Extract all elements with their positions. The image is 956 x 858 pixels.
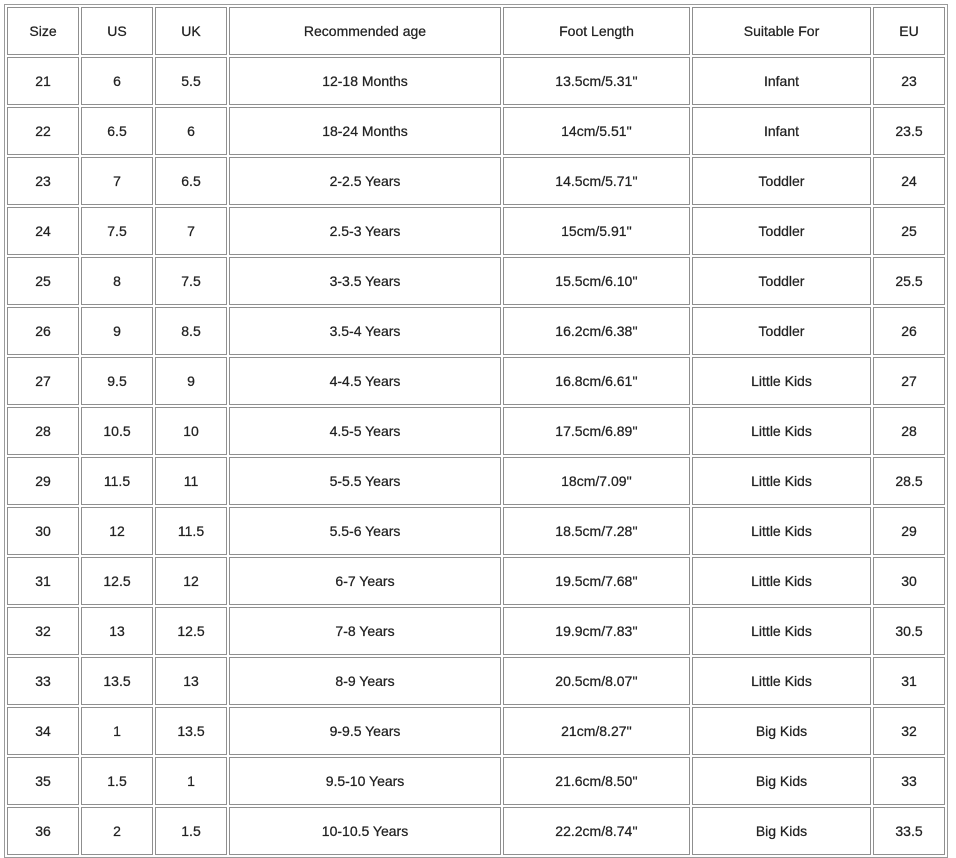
cell-recommended-age: 4.5-5 Years	[229, 407, 501, 455]
cell-foot-length: 17.5cm/6.89''	[503, 407, 690, 455]
cell-foot-length: 16.8cm/6.61''	[503, 357, 690, 405]
cell-uk: 13.5	[155, 707, 227, 755]
size-chart-table	[4, 4, 948, 858]
table-body	[7, 57, 945, 855]
cell-us: 7	[81, 157, 153, 205]
cell-eu: 23.5	[873, 107, 945, 155]
cell-foot-length: 13.5cm/5.31''	[503, 57, 690, 105]
cell-recommended-age: 2-2.5 Years	[229, 157, 501, 205]
cell-suitable-for: Little Kids	[692, 457, 871, 505]
table-row	[7, 407, 945, 455]
cell-recommended-age: 9-9.5 Years	[229, 707, 501, 755]
cell-us: 6.5	[81, 107, 153, 155]
cell-eu: 29	[873, 507, 945, 555]
cell-recommended-age: 12-18 Months	[229, 57, 501, 105]
cell-us: 2	[81, 807, 153, 855]
cell-us: 6	[81, 57, 153, 105]
cell-suitable-for: Toddler	[692, 207, 871, 255]
table-row	[7, 207, 945, 255]
cell-foot-length: 20.5cm/8.07''	[503, 657, 690, 705]
cell-uk: 9	[155, 357, 227, 405]
cell-recommended-age: 18-24 Months	[229, 107, 501, 155]
cell-us: 7.5	[81, 207, 153, 255]
cell-size: 33	[7, 657, 79, 705]
cell-recommended-age: 3.5-4 Years	[229, 307, 501, 355]
header-suitable-for: Suitable For	[692, 7, 871, 55]
cell-foot-length: 18cm/7.09''	[503, 457, 690, 505]
cell-size: 21	[7, 57, 79, 105]
table-row	[7, 457, 945, 505]
cell-recommended-age: 5-5.5 Years	[229, 457, 501, 505]
cell-eu: 31	[873, 657, 945, 705]
cell-uk: 1.5	[155, 807, 227, 855]
cell-foot-length: 22.2cm/8.74''	[503, 807, 690, 855]
cell-uk: 8.5	[155, 307, 227, 355]
table-row	[7, 507, 945, 555]
cell-uk: 13	[155, 657, 227, 705]
cell-eu: 26	[873, 307, 945, 355]
cell-uk: 1	[155, 757, 227, 805]
cell-suitable-for: Big Kids	[692, 807, 871, 855]
cell-eu: 25.5	[873, 257, 945, 305]
cell-us: 9.5	[81, 357, 153, 405]
cell-uk: 12.5	[155, 607, 227, 655]
header-row	[7, 7, 945, 55]
cell-us: 8	[81, 257, 153, 305]
cell-size: 28	[7, 407, 79, 455]
cell-eu: 25	[873, 207, 945, 255]
table-row	[7, 607, 945, 655]
cell-foot-length: 15.5cm/6.10''	[503, 257, 690, 305]
header-foot-length: Foot Length	[503, 7, 690, 55]
cell-suitable-for: Little Kids	[692, 507, 871, 555]
cell-size: 23	[7, 157, 79, 205]
cell-us: 13.5	[81, 657, 153, 705]
cell-recommended-age: 3-3.5 Years	[229, 257, 501, 305]
cell-size: 26	[7, 307, 79, 355]
cell-eu: 32	[873, 707, 945, 755]
cell-size: 29	[7, 457, 79, 505]
cell-uk: 5.5	[155, 57, 227, 105]
cell-uk: 10	[155, 407, 227, 455]
cell-suitable-for: Infant	[692, 107, 871, 155]
cell-size: 27	[7, 357, 79, 405]
header-size: Size	[7, 7, 79, 55]
cell-eu: 33	[873, 757, 945, 805]
cell-foot-length: 16.2cm/6.38''	[503, 307, 690, 355]
cell-size: 25	[7, 257, 79, 305]
table-row	[7, 657, 945, 705]
cell-uk: 6	[155, 107, 227, 155]
cell-size: 34	[7, 707, 79, 755]
cell-size: 24	[7, 207, 79, 255]
cell-foot-length: 18.5cm/7.28''	[503, 507, 690, 555]
cell-eu: 30	[873, 557, 945, 605]
cell-recommended-age: 5.5-6 Years	[229, 507, 501, 555]
cell-uk: 11.5	[155, 507, 227, 555]
cell-suitable-for: Little Kids	[692, 407, 871, 455]
table-row	[7, 307, 945, 355]
cell-us: 1	[81, 707, 153, 755]
cell-size: 31	[7, 557, 79, 605]
cell-recommended-age: 6-7 Years	[229, 557, 501, 605]
table-row	[7, 807, 945, 855]
table-row	[7, 757, 945, 805]
cell-foot-length: 19.5cm/7.68''	[503, 557, 690, 605]
cell-recommended-age: 4-4.5 Years	[229, 357, 501, 405]
cell-eu: 33.5	[873, 807, 945, 855]
cell-us: 9	[81, 307, 153, 355]
cell-suitable-for: Toddler	[692, 307, 871, 355]
cell-eu: 24	[873, 157, 945, 205]
cell-us: 13	[81, 607, 153, 655]
table-row	[7, 157, 945, 205]
cell-foot-length: 21cm/8.27''	[503, 707, 690, 755]
table-row	[7, 257, 945, 305]
cell-recommended-age: 10-10.5 Years	[229, 807, 501, 855]
cell-foot-length: 19.9cm/7.83''	[503, 607, 690, 655]
cell-suitable-for: Toddler	[692, 157, 871, 205]
table-row	[7, 707, 945, 755]
cell-us: 12	[81, 507, 153, 555]
cell-us: 10.5	[81, 407, 153, 455]
table-row	[7, 107, 945, 155]
cell-foot-length: 15cm/5.91''	[503, 207, 690, 255]
cell-size: 22	[7, 107, 79, 155]
cell-suitable-for: Little Kids	[692, 357, 871, 405]
table-row	[7, 57, 945, 105]
cell-uk: 11	[155, 457, 227, 505]
cell-suitable-for: Big Kids	[692, 707, 871, 755]
table-row	[7, 557, 945, 605]
cell-us: 11.5	[81, 457, 153, 505]
cell-recommended-age: 7-8 Years	[229, 607, 501, 655]
cell-eu: 28.5	[873, 457, 945, 505]
cell-uk: 7.5	[155, 257, 227, 305]
cell-suitable-for: Infant	[692, 57, 871, 105]
header-recommended-age: Recommended age	[229, 7, 501, 55]
cell-foot-length: 14.5cm/5.71''	[503, 157, 690, 205]
cell-suitable-for: Little Kids	[692, 607, 871, 655]
header-us: US	[81, 7, 153, 55]
cell-suitable-for: Little Kids	[692, 657, 871, 705]
header-uk: UK	[155, 7, 227, 55]
cell-uk: 7	[155, 207, 227, 255]
cell-foot-length: 14cm/5.51''	[503, 107, 690, 155]
cell-foot-length: 21.6cm/8.50''	[503, 757, 690, 805]
cell-us: 1.5	[81, 757, 153, 805]
cell-size: 30	[7, 507, 79, 555]
cell-eu: 23	[873, 57, 945, 105]
cell-uk: 12	[155, 557, 227, 605]
cell-size: 36	[7, 807, 79, 855]
header-eu: EU	[873, 7, 945, 55]
cell-recommended-age: 8-9 Years	[229, 657, 501, 705]
cell-eu: 27	[873, 357, 945, 405]
cell-us: 12.5	[81, 557, 153, 605]
table-row	[7, 357, 945, 405]
cell-suitable-for: Little Kids	[692, 557, 871, 605]
cell-size: 35	[7, 757, 79, 805]
cell-recommended-age: 9.5-10 Years	[229, 757, 501, 805]
cell-recommended-age: 2.5-3 Years	[229, 207, 501, 255]
cell-eu: 30.5	[873, 607, 945, 655]
cell-size: 32	[7, 607, 79, 655]
cell-suitable-for: Big Kids	[692, 757, 871, 805]
cell-suitable-for: Toddler	[692, 257, 871, 305]
cell-eu: 28	[873, 407, 945, 455]
cell-uk: 6.5	[155, 157, 227, 205]
